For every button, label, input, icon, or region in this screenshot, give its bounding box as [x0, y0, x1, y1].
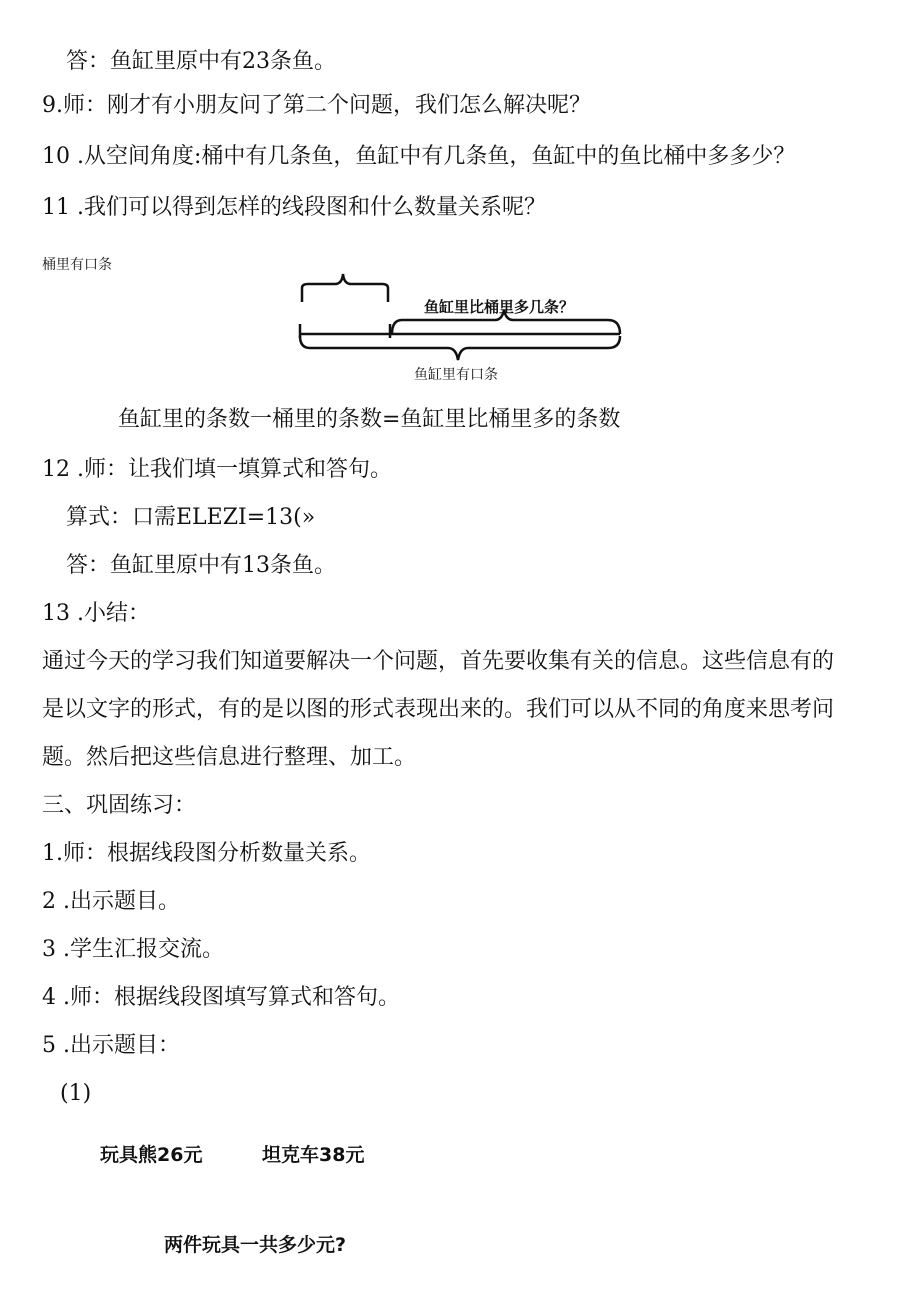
exercise-5-sub-1: (1): [60, 1081, 92, 1106]
difference-label: 鱼缸里比桶里多几条？: [424, 298, 575, 316]
toy-bear-price: 玩具熊26元: [100, 1144, 203, 1166]
summary-line-3: 题。然后把这些信息进行整理、加工。: [42, 745, 417, 770]
exercise-2-text: 2 .出示题目。: [42, 889, 180, 914]
answer-23-text: 答：鱼缸里原中有23条鱼。: [66, 49, 336, 74]
item-11-text: 11 .我们可以得到怎样的线段图和什么数量关系呢？: [42, 195, 546, 220]
total-question: 两件玩具一共多少元?: [164, 1234, 347, 1256]
tank-car-price: 坦克车38元: [262, 1144, 365, 1166]
item-10-text: 10 .从空间角度:桶中有几条鱼，鱼缸中有几条鱼，鱼缸中的鱼比桶中多多少？: [42, 144, 796, 169]
exercise-3-text: 3 .学生汇报交流。: [42, 937, 224, 962]
bucket-brace: [302, 274, 388, 302]
tank-label: 鱼缸里有口条: [414, 367, 498, 383]
formula-text: 算式：口需ELEZI=13(»: [66, 505, 316, 530]
summary-line-2: 是以文字的形式，有的是以图的形式表现出来的。我们可以从不同的角度来思考问: [42, 697, 835, 722]
answer-13-text: 答：鱼缸里原中有13条鱼。: [66, 553, 336, 578]
bucket-label: 桶里有口条: [42, 257, 112, 273]
exercise-5-text: 5 .出示题目：: [42, 1033, 180, 1058]
summary-line-1: 通过今天的学习我们知道要解决一个问题，首先要收集有关的信息。这些信息有的: [42, 649, 835, 674]
item-9-text: 9.师：刚才有小朋友问了第二个问题，我们怎么解决呢？: [42, 93, 591, 118]
exercise-1-text: 1.师：根据线段图分析数量关系。: [42, 841, 371, 866]
section-3-heading: 三、巩固练习：: [42, 793, 197, 818]
relation-text: 鱼缸里的条数一桶里的条数=鱼缸里比桶里多的条数: [118, 407, 621, 432]
exercise-4-text: 4 .师：根据线段图填写算式和答句。: [42, 985, 400, 1010]
item-12-text: 12 .师：让我们填一填算式和答句。: [42, 457, 392, 482]
tank-brace: [300, 336, 620, 360]
item-13-text: 13 .小结：: [42, 601, 150, 626]
